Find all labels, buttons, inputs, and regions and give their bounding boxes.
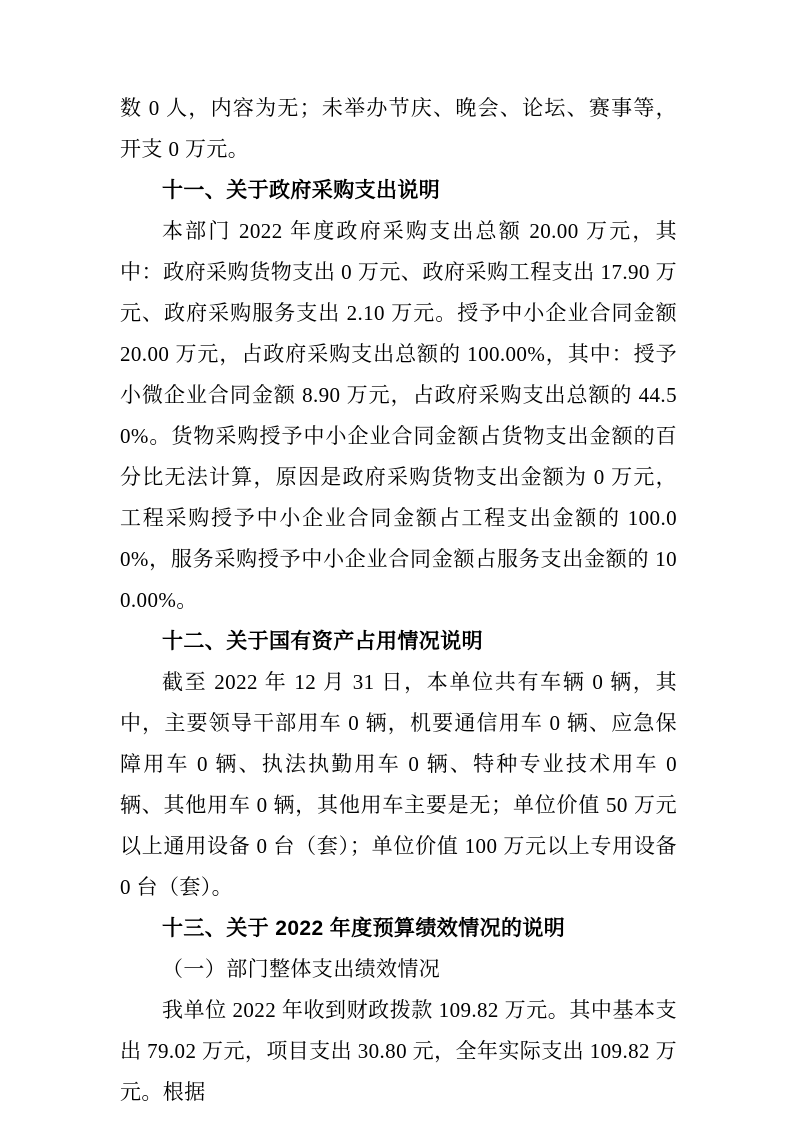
paragraph-procurement-details: 本部门 2022 年度政府采购支出总额 20.00 万元，其中：政府采购货物支出 0 万元、政府采购工程支出 17.90 万元、政府采购服务支出 2.10 万元。授予中小企业合同金额 20.00 万元，占政府采购支出总额的 100.00%，其中：授予小微企业合同金额 8.90 万元，占政府采购支出总额的 44.50%。货物采购授予中小企业合同金额占货物支出金额的百分比无法计算，原因是政府采购货物支出金额为 0 万元，工程采购授予中小企业合同金额占工程支出金额的 100.00%，服务采购授予中小企业合同金额占服务支出金额的 100.00%。: [120, 219, 677, 612]
section-heading-13-budget-performance: 十三、关于 2022 年度预算绩效情况的说明: [162, 917, 566, 940]
paragraph-continuation: 数 0 人，内容为无；未举办节庆、晚会、论坛、赛事等，开支 0 万元。: [120, 96, 677, 161]
paragraph-performance-details: 我单位 2022 年收到财政拨款 109.82 万元。其中基本支出 79.02 万元，项目支出 30.80 元，全年实际支出 109.82 万元。根据: [120, 998, 677, 1104]
paragraph-state-assets-details: 截至 2022 年 12 月 31 日，本单位共有车辆 0 辆，其中，主要领导干部用车 0 辆，机要通信用车 0 辆、应急保障用车 0 辆、执法执勤用车 0 辆、特种专业技术用车 0 辆、其他用车 0 辆，其他用车主要是无；单位价值 50 万元以上通用设备 0 台（套）；单位价值 100 万元以上专用设备 0 台（套）。: [120, 670, 677, 899]
section-heading-11-government-procurement: 十一、关于政府采购支出说明: [162, 179, 441, 202]
paragraph-performance-subheading: （一）部门整体支出绩效情况: [162, 957, 441, 981]
section-heading-12-state-assets: 十二、关于国有资产占用情况说明: [162, 630, 483, 653]
